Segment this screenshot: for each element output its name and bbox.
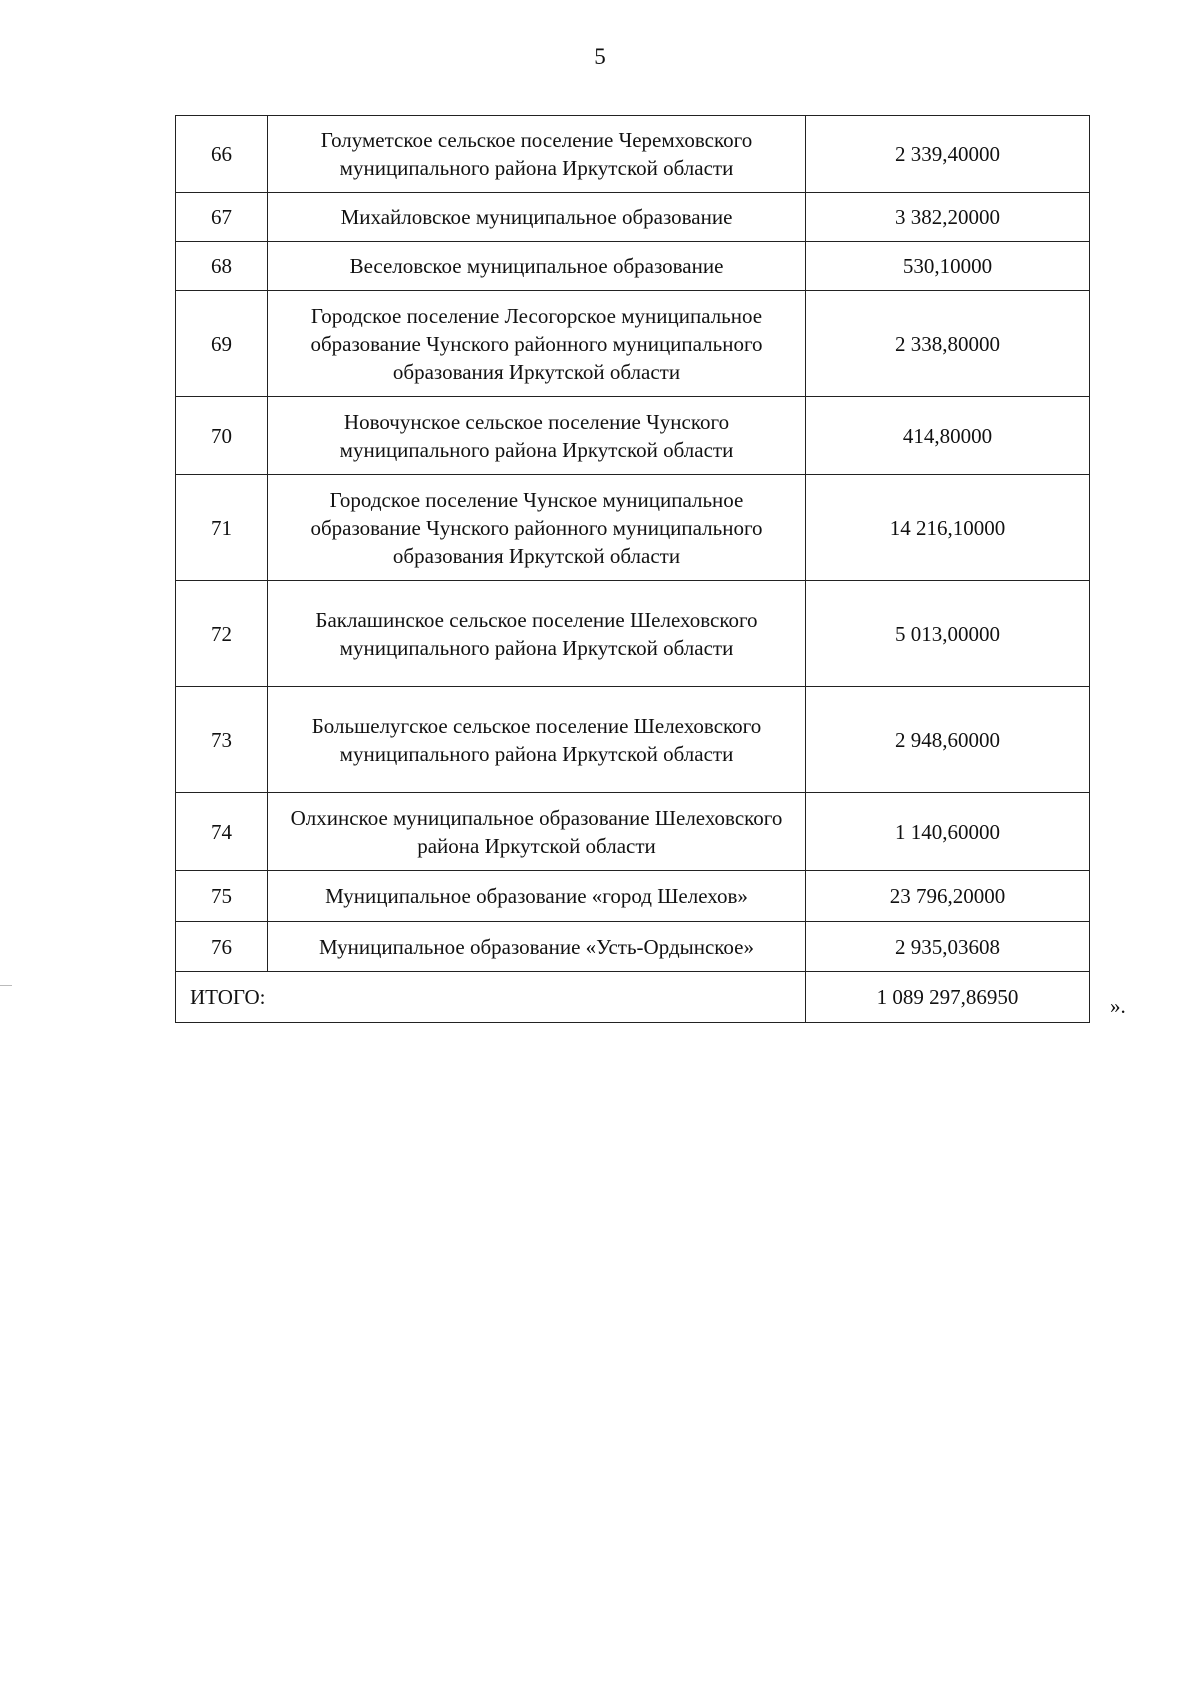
table-row <box>176 922 1090 972</box>
table-row <box>176 475 1090 581</box>
municipality-name: Олхинское муниципальное образование Шелеховского района Иркутской области <box>268 793 806 871</box>
row-number: 69 <box>176 291 268 397</box>
row-number: 74 <box>176 793 268 871</box>
allocation-table <box>175 115 1090 1023</box>
row-number: 73 <box>176 687 268 793</box>
total-row <box>176 972 1090 1023</box>
municipality-name: Городское поселение Лесогорское муниципальное образование Чунского районного муниципального образования Иркутской области <box>268 291 806 397</box>
row-number: 70 <box>176 397 268 475</box>
closing-quote-mark: ». <box>1110 994 1126 1018</box>
amount-value: 530,10000 <box>806 242 1090 291</box>
amount-value: 2 338,80000 <box>806 291 1090 397</box>
amount-value: 23 796,20000 <box>806 871 1090 922</box>
row-number: 66 <box>176 116 268 193</box>
margin-scan-mark <box>0 985 12 986</box>
amount-value: 14 216,10000 <box>806 475 1090 581</box>
table-row <box>176 871 1090 922</box>
table-row <box>176 291 1090 397</box>
row-number: 68 <box>176 242 268 291</box>
municipality-name: Михайловское муниципальное образование <box>268 193 806 242</box>
total-value: 1 089 297,86950 <box>806 972 1090 1023</box>
table-row <box>176 687 1090 793</box>
table-row <box>176 581 1090 687</box>
row-number: 76 <box>176 922 268 972</box>
amount-value: 414,80000 <box>806 397 1090 475</box>
row-number: 71 <box>176 475 268 581</box>
municipality-name: Баклашинское сельское поселение Шелеховского муниципального района Иркутской области <box>268 581 806 687</box>
amount-value: 3 382,20000 <box>806 193 1090 242</box>
row-number: 72 <box>176 581 268 687</box>
row-number: 67 <box>176 193 268 242</box>
amount-value: 2 339,40000 <box>806 116 1090 193</box>
municipality-name: Веселовское муниципальное образование <box>268 242 806 291</box>
amount-value: 2 935,03608 <box>806 922 1090 972</box>
municipality-name: Голуметское сельское поселение Черемховского муниципального района Иркутской области <box>268 116 806 193</box>
table-row <box>176 397 1090 475</box>
municipality-name: Муниципальное образование «Усть-Ордынское» <box>268 922 806 972</box>
table-row <box>176 116 1090 193</box>
row-number: 75 <box>176 871 268 922</box>
municipality-name: Муниципальное образование «город Шелехов» <box>268 871 806 922</box>
municipality-name: Городское поселение Чунское муниципальное образование Чунского районного муниципального образования Иркутской области <box>268 475 806 581</box>
amount-value: 2 948,60000 <box>806 687 1090 793</box>
amount-value: 1 140,60000 <box>806 793 1090 871</box>
table-row <box>176 793 1090 871</box>
municipality-name: Большелугское сельское поселение Шелеховского муниципального района Иркутской области <box>268 687 806 793</box>
municipality-name: Новочунское сельское поселение Чунского муниципального района Иркутской области <box>268 397 806 475</box>
amount-value: 5 013,00000 <box>806 581 1090 687</box>
page-number: 5 <box>594 44 606 69</box>
table-row <box>176 242 1090 291</box>
total-label: ИТОГО: <box>176 972 806 1023</box>
table-row <box>176 193 1090 242</box>
